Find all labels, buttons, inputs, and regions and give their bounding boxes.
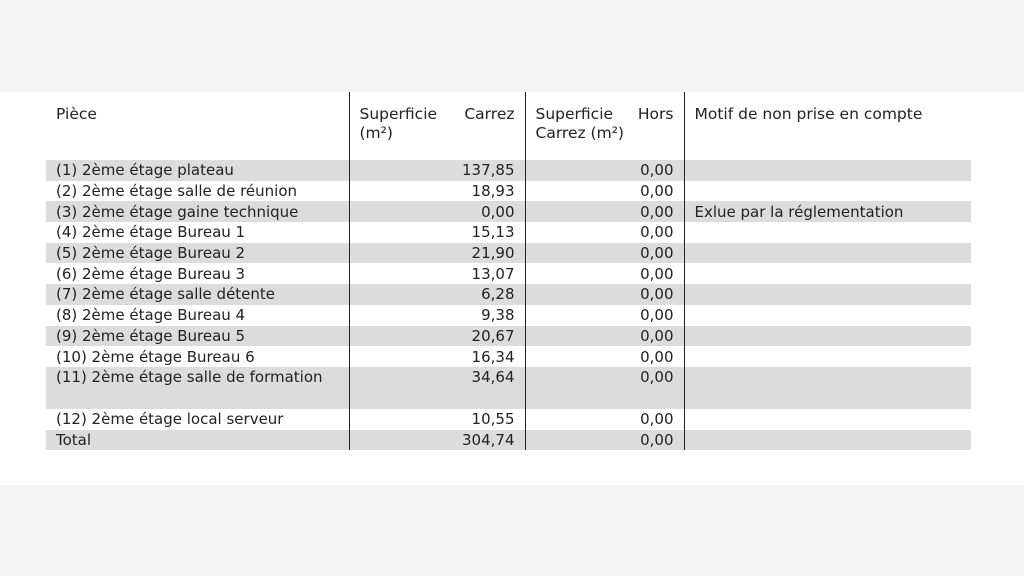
cell-motif [684,263,971,284]
cell-carrez: 137,85 [349,160,525,181]
header-carrez-right: Carrez [464,105,515,123]
total-label: Total [46,430,349,451]
table-row [46,181,971,202]
cell-piece: (1) 2ème étage plateau [46,160,349,181]
cell-hors: 0,00 [525,305,684,326]
table-row [46,326,971,347]
total-carrez: 304,74 [349,430,525,451]
cell-piece: (2) 2ème étage salle de réunion [56,182,298,201]
total-hors: 0,00 [525,430,684,451]
table-row [46,284,971,305]
cell-motif [684,326,971,347]
cell-carrez: 34,64 [349,367,525,409]
header-hors-left: Superficie [535,105,614,123]
header-carrez-unit: (m²) [359,124,393,142]
cell-motif [684,305,971,326]
cell-hors: 0,00 [525,160,684,181]
cell-carrez: 21,90 [349,243,525,264]
cell-hors: 0,00 [525,222,684,243]
header-piece: Pièce [46,92,349,160]
cell-piece: (12) 2ème étage local serveur [56,410,284,429]
table-row [46,160,971,181]
header-hors-carrez [525,92,684,160]
cell-piece: (6) 2ème étage Bureau 3 [56,264,246,283]
cell-piece: (4) 2ème étage Bureau 1 [56,223,246,242]
table-header-row [46,92,971,160]
cell-carrez: 20,67 [349,326,525,347]
header-motif: Motif de non prise en compte [684,92,971,160]
cell-motif [684,409,971,430]
cell-hors: 0,00 [525,409,684,430]
cell-hors: 0,00 [525,243,684,264]
total-motif-empty [684,430,971,451]
cell-carrez: 16,34 [349,346,525,367]
cell-hors: 0,00 [525,181,684,202]
total-row [46,430,971,451]
cell-piece: (7) 2ème étage salle détente [46,284,349,305]
cell-hors: 0,00 [525,201,684,222]
cell-motif: Exlue par la réglementation [684,201,971,222]
cell-motif [684,160,971,181]
table-row [46,222,971,243]
cell-piece: (8) 2ème étage Bureau 4 [56,306,246,325]
header-hors-right: Hors [637,105,674,123]
surface-table [46,92,971,450]
cell-piece: (10) 2ème étage Bureau 6 [56,347,255,366]
cell-hors: 0,00 [525,326,684,347]
cell-carrez: 6,28 [349,284,525,305]
table-row [46,409,971,430]
cell-motif [684,346,971,367]
cell-hors: 0,00 [525,346,684,367]
cell-carrez: 0,00 [349,201,525,222]
header-carrez [349,92,525,160]
table-row [46,305,971,326]
header-hors-line2: Carrez (m²) [535,124,624,142]
cell-carrez: 9,38 [349,305,525,326]
cell-hors: 0,00 [525,263,684,284]
cell-motif [684,284,971,305]
table-row [46,367,971,409]
cell-piece: (9) 2ème étage Bureau 5 [46,326,349,347]
cell-hors: 0,00 [525,284,684,305]
header-carrez-left: Superficie [359,105,438,123]
table-row [46,263,971,284]
cell-motif [684,181,971,202]
cell-piece: (3) 2ème étage gaine technique [46,201,349,222]
cell-carrez: 18,93 [349,181,525,202]
cell-piece: (5) 2ème étage Bureau 2 [46,243,349,264]
watermark-logo-icon [880,472,972,485]
table-row [46,201,971,222]
cell-carrez: 13,07 [349,263,525,284]
cell-motif [684,367,971,409]
cell-hors: 0,00 [525,367,684,409]
cell-piece: (11) 2ème étage salle de formation [46,367,349,409]
cell-motif [684,222,971,243]
cell-carrez: 10,55 [349,409,525,430]
table-row [46,243,971,264]
document-page [0,92,1024,485]
cell-carrez: 15,13 [349,222,525,243]
cell-motif [684,243,971,264]
table-row [46,346,971,367]
